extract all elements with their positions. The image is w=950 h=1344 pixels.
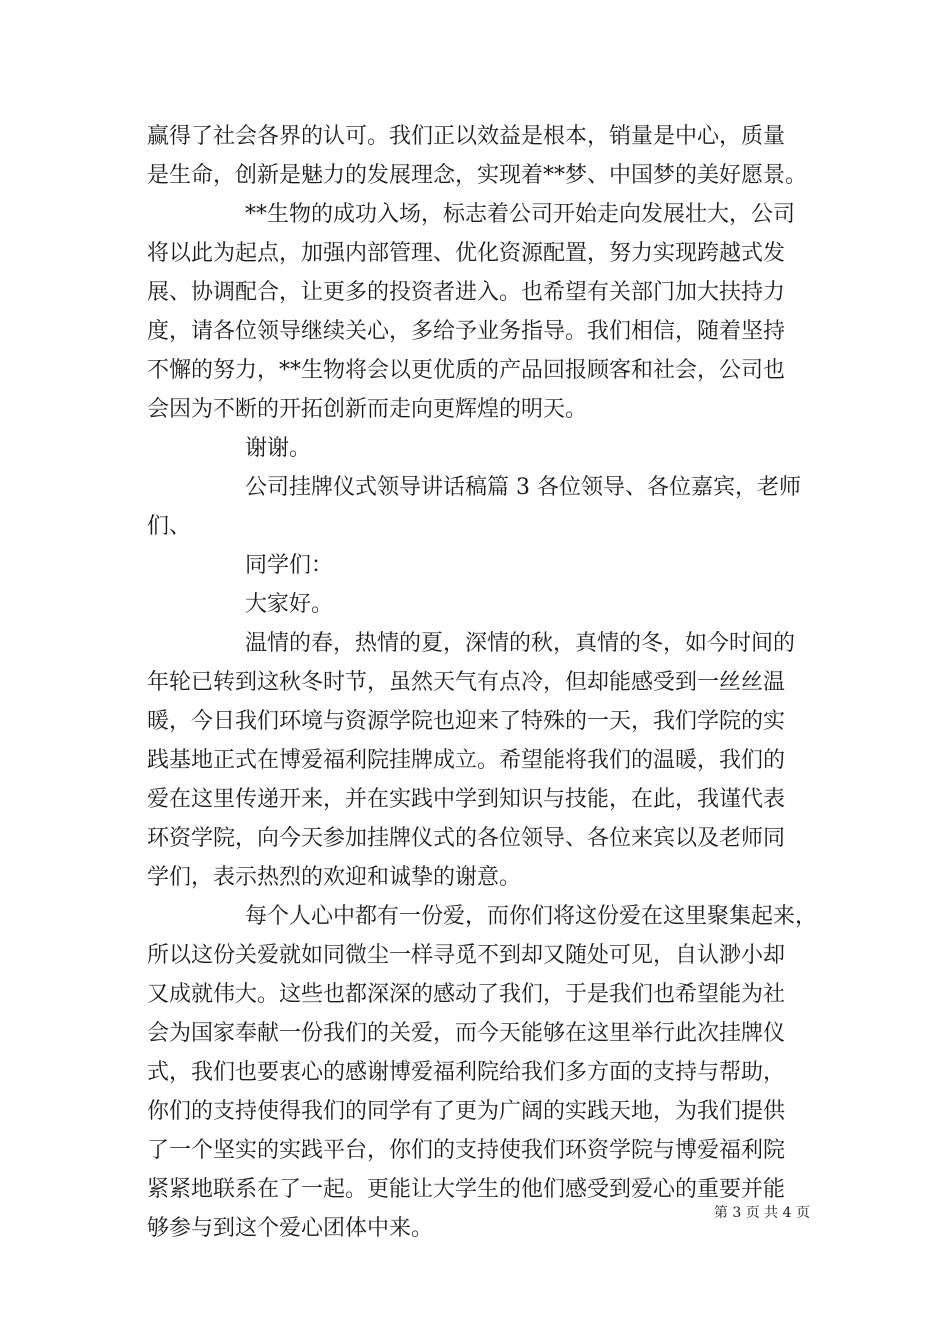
text-line: 同学们： xyxy=(245,553,334,578)
text-line: 会因为不断的开拓创新而走向更辉煌的明天。 xyxy=(147,397,588,422)
text-line: 度，请各位领导继续关心，多给予业务指导。我们相信，随着坚持 xyxy=(147,319,786,344)
text-line: 谢谢。 xyxy=(245,436,312,461)
text-line: 温情的春，热情的夏，深情的秋，真情的冬，如今时间的 xyxy=(245,631,796,656)
text-line: 公司挂牌仪式领导讲话稿篇 3 各位领导、各位嘉宾，老师 xyxy=(245,475,801,500)
text-line: 式，我们也要衷心的感谢博爱福利院给我们多方面的支持与帮助， xyxy=(147,1060,786,1085)
text-line: 又成就伟大。这些也都深深的感动了我们，于是我们也希望能为社 xyxy=(147,982,786,1007)
text-line: 不懈的努力，**生物将会以更优质的产品回报顾客和社会，公司也 xyxy=(147,358,786,383)
text-line: 紧紧地联系在了一起。更能让大学生的他们感受到爱心的重要并能 xyxy=(147,1177,786,1202)
text-line: 展、协调配合，让更多的投资者进入。也希望有关部门加大扶持力 xyxy=(147,280,786,305)
text-line: 大家好。 xyxy=(245,592,334,617)
text-line: 践基地正式在博爱福利院挂牌成立。希望能将我们的温暖，我们的 xyxy=(147,748,786,773)
text-line: 每个人心中都有一份爱，而你们将这份爱在这里聚集起来， xyxy=(245,904,818,929)
text-line: 将以此为起点，加强内部管理、优化资源配置，努力实现跨越式发 xyxy=(147,241,786,266)
text-line: 们、 xyxy=(147,514,192,539)
text-line: 爱在这里传递开来，并在实践中学到知识与技能，在此，我谨代表 xyxy=(147,787,786,812)
text-line: 学们，表示热烈的欢迎和诚挚的谢意。 xyxy=(147,865,522,890)
text-line: 所以这份关爱就如同微尘一样寻觅不到却又随处可见，自认渺小却 xyxy=(147,943,786,968)
text-line: **生物的成功入场，标志着公司开始走向发展壮大，公司 xyxy=(245,202,796,227)
text-line: 你们的支持使得我们的同学有了更为广阔的实践天地，为我们提供 xyxy=(147,1099,786,1124)
text-line: 赢得了社会各界的认可。我们正以效益是根本，销量是中心，质量 xyxy=(147,124,786,149)
text-line: 会为国家奉献一份我们的关爱，而今天能够在这里举行此次挂牌仪 xyxy=(147,1021,786,1046)
text-line: 环资学院，向今天参加挂牌仪式的各位领导、各位来宾以及老师同 xyxy=(147,826,786,851)
page-number-footer: 第 3 页 共 4 页 xyxy=(713,1205,810,1221)
text-line: 了一个坚实的实践平台，你们的支持使我们环资学院与博爱福利院 xyxy=(147,1138,786,1163)
text-line: 年轮已转到这秋冬时节，虽然天气有点冷，但却能感受到一丝丝温 xyxy=(147,670,786,695)
text-line: 暖，今日我们环境与资源学院也迎来了特殊的一天，我们学院的实 xyxy=(147,709,786,734)
text-line: 是生命，创新是魅力的发展理念，实现着**梦、中国梦的美好愿景。 xyxy=(147,163,808,188)
text-line: 够参与到这个爱心团体中来。 xyxy=(147,1216,434,1241)
